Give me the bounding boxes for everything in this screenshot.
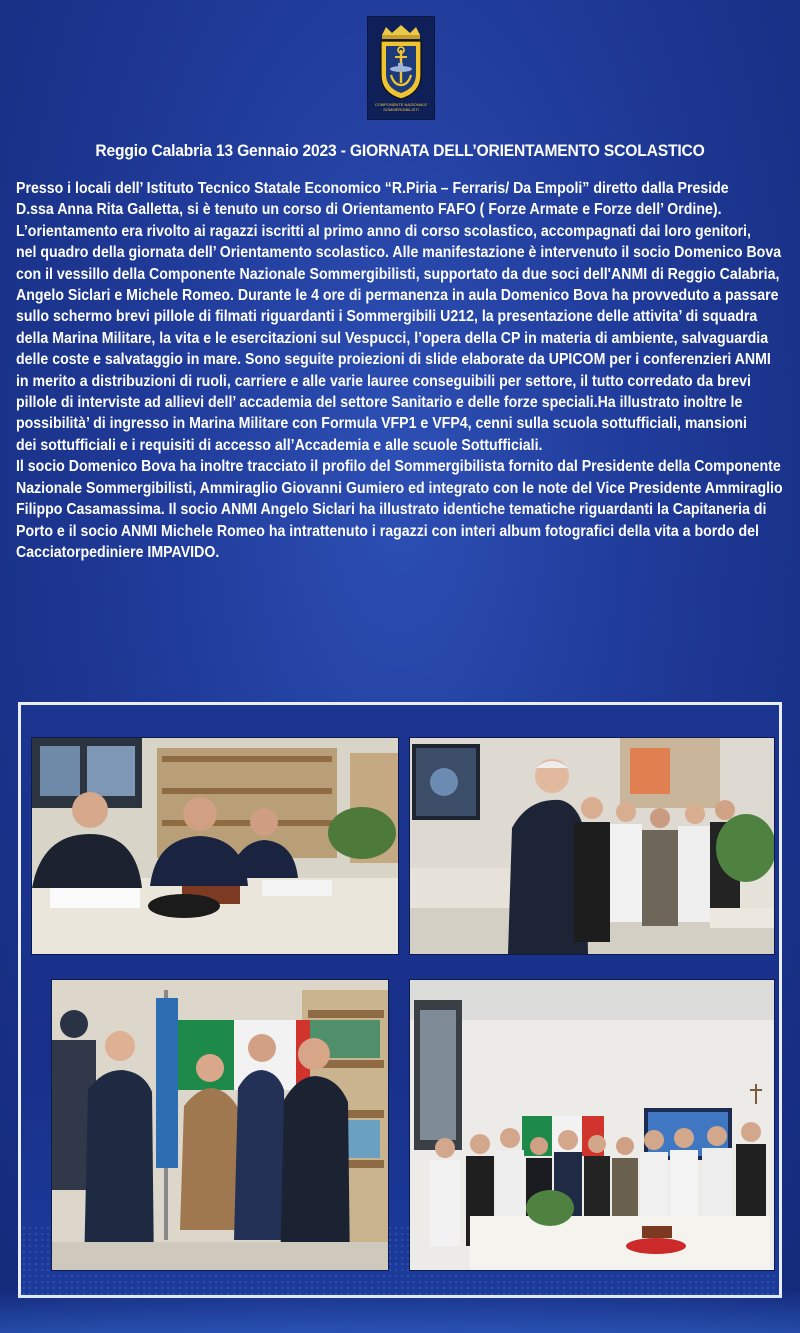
- photo-flag-group-image: [52, 980, 388, 1270]
- text-line: Angelo Siclari e Michele Romeo. Durante le 4 ore di permanenza in aula Domenico Bova ha provveduto a passare: [16, 287, 779, 305]
- text-line: Il socio Domenico Bova ha inoltre tracciato il profilo del Sommergibilista fornito dal Presidente della Componente: [16, 458, 781, 476]
- photo-speaker-with-students-image: [410, 738, 774, 954]
- photo-class-group: [409, 979, 775, 1271]
- text-line: pillole di interviste ad allievi dell’ accademia del settore Sanitario e delle forze speciali.Ha illustrato inoltre le: [16, 394, 743, 412]
- text-line: delle coste e salvataggio in mare. Sono seguite proiezioni di slide elaborate da UPICOM per i conferenzieri ANMI: [16, 351, 771, 369]
- page-title: Reggio Calabria 13 Gennaio 2023 - GIORNATA DELL’ORIENTAMENTO SCOLASTICO: [95, 141, 705, 160]
- text-line: della Marina Militare, la vita e le esercitazioni sul Vespucci, l’opera della CP in materia di ambiente, salvaguardia: [16, 329, 769, 347]
- text-line: L’orientamento era rivolto ai ragazzi iscritti al primo anno di corso scolastico, accompagnati dai loro genitori,: [16, 222, 751, 240]
- decorative-glow: [0, 1290, 800, 1333]
- text-line: nel quadro della giornata dell’ Orientamento scolastico. Alle manifestazione è intervenuto il socio Domenico Bova: [16, 244, 782, 262]
- text-line: Cacciatorpediniere IMPAVIDO.: [16, 543, 220, 561]
- text-line: D.ssa Anna Rita Galletta, si è tenuto un corso di Orientamento FAFO ( Forze Armate e Forze dell’ Ordine).: [16, 201, 722, 219]
- photo-gallery: [18, 702, 782, 1298]
- text-line: Presso i locali dell’ Istituto Tecnico Statale Economico “R.Piria – Ferraris/ Da Empoli” diretto dalla Preside: [16, 180, 729, 197]
- text-line: sullo schermo brevi pillole di filmati riguardanti i Sommergibili U212, la presentazione delle attivita’ di squadra: [16, 308, 758, 326]
- photo-classroom-desk: [31, 737, 399, 955]
- photo-flag-group: [51, 979, 389, 1271]
- text-line: Filippo Casamassima. Il socio ANMI Angelo Siclari ha illustrato identiche tematiche riguardanti la Capitaneria di: [16, 501, 767, 519]
- text-line: in merito a distribuzioni di ruoli, carriere e alle varie lauree conseguibili per settore, il tutto corredato da brevi: [16, 372, 751, 390]
- photo-classroom-desk-image: [32, 738, 398, 954]
- text-line: Porto e il socio ANMI Michele Romeo ha intrattenuto i ragazzi con interi album fotografici della vita a bordo del: [16, 522, 759, 540]
- anmi-sommergibilisti-emblem-icon: [367, 16, 435, 120]
- text-line: Nazionale Sommergibilisti, Ammiraglio Giovanni Gumiero ed integrato con le note del Vice Presidente Ammiraglio: [16, 479, 783, 497]
- emblem-caption: COMPONENTE NAZIONALE SOMMERGIBILISTI: [374, 102, 428, 112]
- text-line: con il vessillo della Componente Nazionale Sommergibilisti, supportato da due soci dell'ANMI di Reggio Calabria,: [16, 265, 780, 283]
- photo-speaker-with-students: [409, 737, 775, 955]
- text-line: dei sottufficiali e i requisiti di accesso all’Accademia e alle scuole Sottufficiali.: [16, 436, 543, 454]
- article-body: [16, 178, 784, 563]
- text-line: possibilità’ di ingresso in Marina Militare con Formula VFP1 e VFP4, cenni sulla scuola sottufficiali, mansioni: [16, 415, 747, 433]
- photo-class-group-image: [410, 980, 774, 1270]
